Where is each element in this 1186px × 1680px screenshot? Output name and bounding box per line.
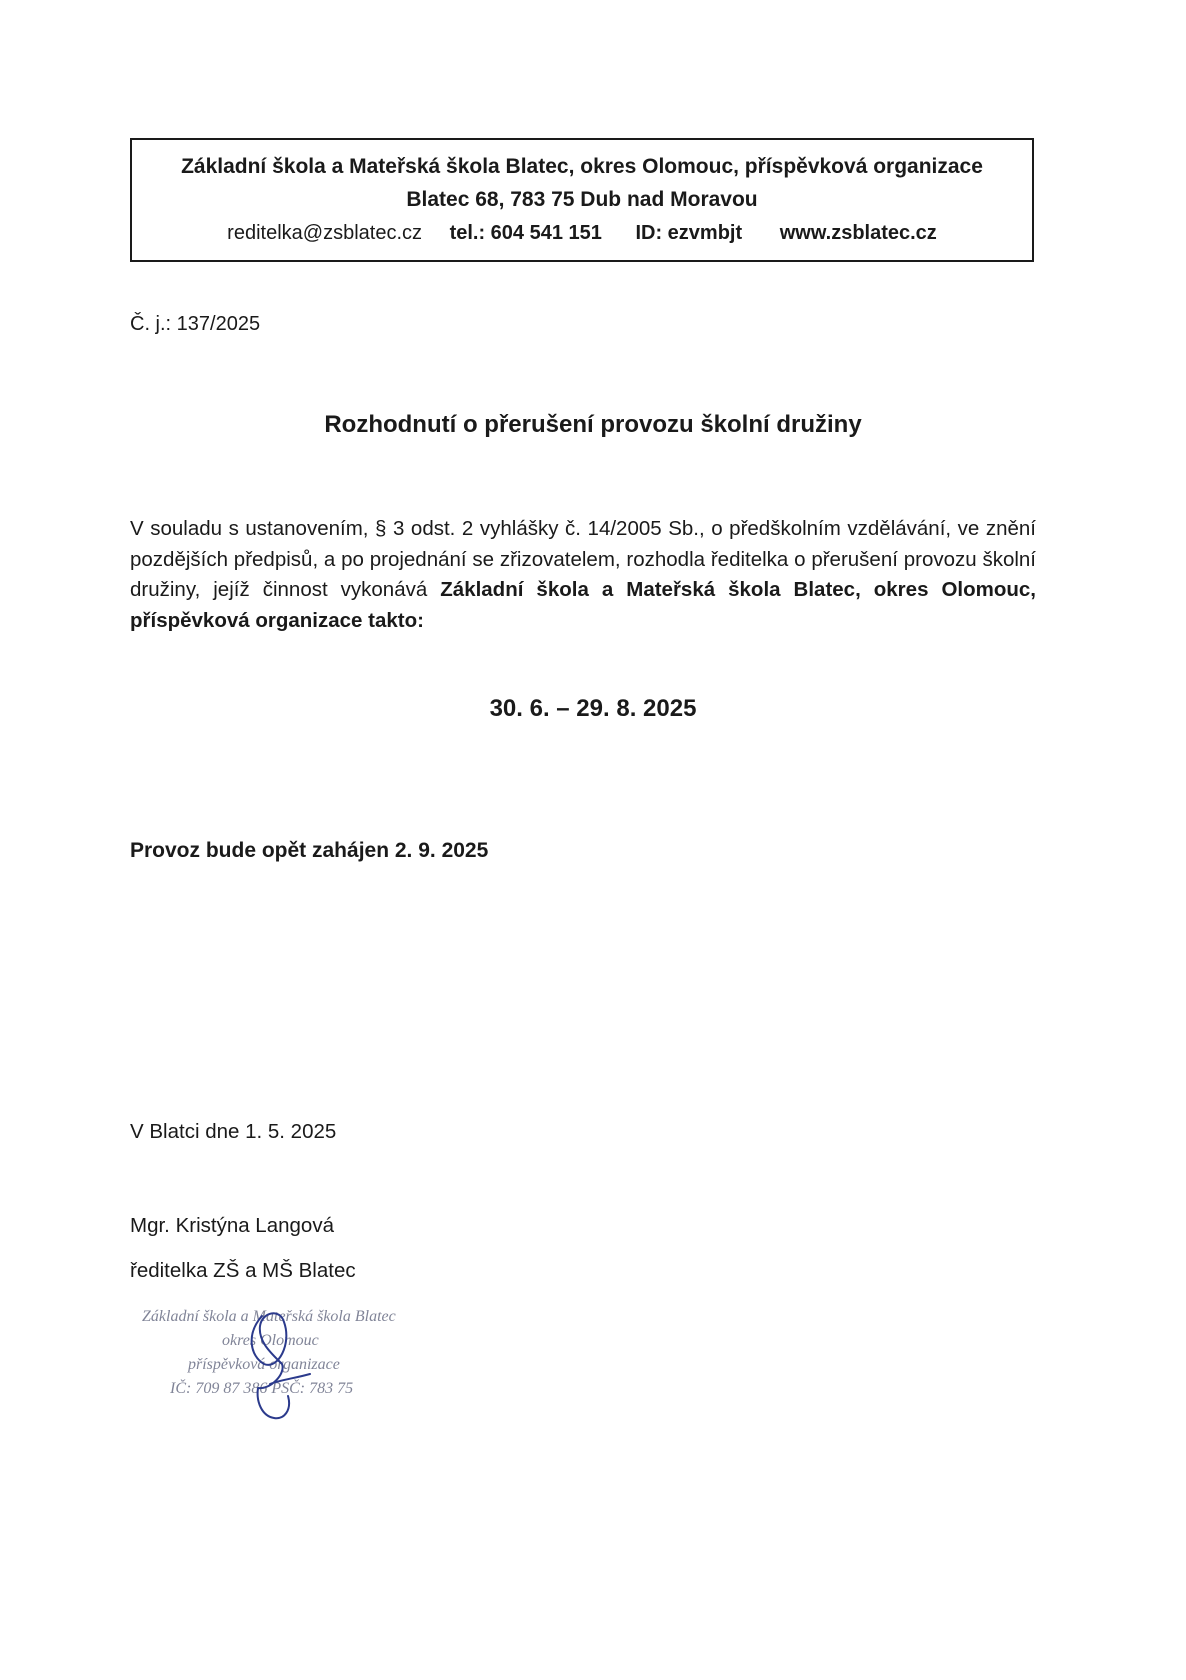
- stamp-line: Základní škola a Mateřská škola Blatec: [142, 1308, 396, 1325]
- letterhead-contacts: [132, 222, 1032, 245]
- reference-number: Č. j.: 137/2025: [130, 313, 261, 335]
- stamp-line: okres Olomouc: [222, 1332, 319, 1349]
- stamp-line: příspěvková organizace: [188, 1356, 340, 1373]
- letterhead-email: reditelka@zsblatec.cz: [227, 222, 422, 244]
- place-and-date: V Blatci dne 1. 5. 2025: [130, 1120, 337, 1143]
- decision-text: V souladu s ustanovením, § 3 odst. 2 vyhlášky č. 14/2005 Sb., o předškolním vzdělávání, ve znění pozdějších předpisů, a po projednání se zřizovatelem, rozhodla ředitelka o přerušení provozu školní družiny, jejíž činnost vykonává: [130, 517, 1036, 601]
- document-title: Rozhodnutí o přerušení provozu školní družiny: [324, 411, 862, 438]
- closure-dates: 30. 6. – 29. 8. 2025: [489, 695, 697, 722]
- letterhead-phone: tel.: 604 541 151: [449, 222, 602, 244]
- letterhead-address: Blatec 68, 783 75 Dub nad Moravou: [406, 188, 758, 211]
- signer-role: ředitelka ZŠ a MŠ Blatec: [130, 1259, 356, 1282]
- letterhead-data-box-id: ID: ezvmbjt: [635, 222, 743, 244]
- signer-name: Mgr. Kristýna Langová: [130, 1214, 334, 1237]
- resume-notice: Provoz bude opět zahájen 2. 9. 2025: [130, 839, 489, 862]
- stamp-line: IČ: 709 87 386 PSČ: 783 75: [170, 1380, 354, 1397]
- letterhead-website: www.zsblatec.cz: [779, 222, 937, 244]
- decision-paragraph: [130, 514, 1036, 636]
- decision-text-bold: Základní škola a Mateřská škola Blatec, okres Olomouc, příspěvková organizace takto:: [130, 578, 1036, 632]
- letterhead-box: [130, 138, 1034, 262]
- handwritten-signature: [240, 1294, 320, 1424]
- letterhead-org-name: Základní škola a Mateřská škola Blatec, okres Olomouc, příspěvková organizace: [181, 155, 983, 178]
